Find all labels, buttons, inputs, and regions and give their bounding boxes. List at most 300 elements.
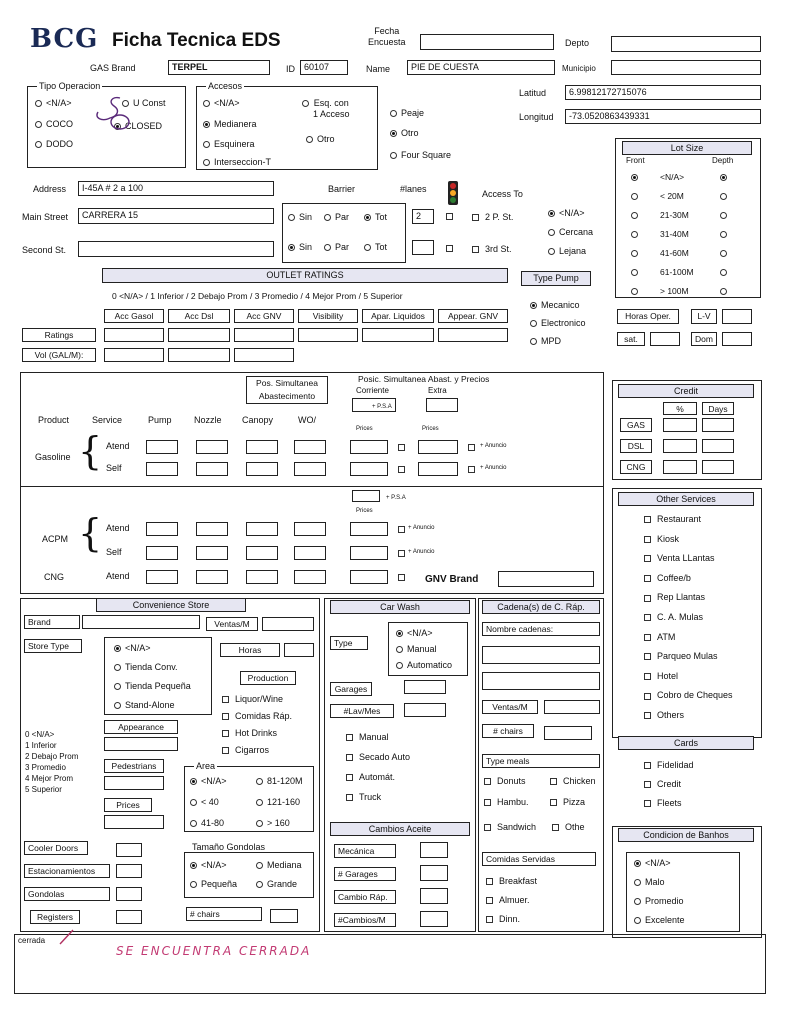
radio-icon: [720, 212, 727, 219]
main-barrier-sin[interactable]: Sin: [288, 212, 312, 223]
cooler-doors-field[interactable]: [116, 843, 142, 857]
gasoline-brace: {: [78, 429, 103, 473]
lv-field[interactable]: [722, 309, 752, 324]
store-type-option[interactable]: [114, 643, 151, 654]
outlet-column-header: Acc Gasol: [104, 309, 164, 323]
prices-field[interactable]: [104, 815, 164, 829]
four-square-option[interactable]: Four Square: [390, 150, 451, 161]
radio-icon: [203, 141, 210, 148]
banos-option[interactable]: [634, 915, 685, 926]
option-label: Pequeña: [201, 879, 238, 889]
latitud-label: Latitud: [519, 88, 547, 98]
extra-psa-field[interactable]: [426, 398, 458, 412]
radio-icon: [631, 193, 638, 200]
outlet-ratings-title: OUTLET RATINGS: [102, 268, 508, 283]
product-column-header: WO/: [298, 415, 316, 425]
production-label: Production: [240, 671, 296, 685]
radio-icon: [114, 664, 121, 671]
lot-front-radio[interactable]: [631, 248, 642, 259]
second-barrier-par[interactable]: Par: [324, 242, 349, 253]
lot-depth-radio[interactable]: [720, 229, 731, 240]
cambios-field[interactable]: [420, 842, 448, 858]
accesos-title: Accesos: [208, 81, 243, 91]
service-label: Atend: [106, 523, 130, 533]
product-field[interactable]: [294, 522, 326, 536]
option-label: <N/A>: [201, 860, 227, 870]
lot-size-option-label: 61-100M: [660, 267, 694, 277]
checkbox-icon: [222, 730, 229, 737]
pump-mpd[interactable]: MPD: [530, 336, 561, 347]
store-type-option[interactable]: [114, 662, 178, 673]
rating-field[interactable]: [438, 328, 508, 342]
tipo-op-uconst[interactable]: U Const: [122, 98, 166, 109]
credit-row-label: CNG: [620, 460, 652, 474]
tipo-operacion-title: Tipo Operacion: [39, 81, 101, 91]
product-field[interactable]: [294, 440, 326, 454]
radio-icon: [288, 214, 295, 221]
prices-label: Prices: [104, 798, 152, 812]
other-service-checkbox[interactable]: [644, 514, 701, 525]
car-wash-type-option[interactable]: [396, 660, 452, 671]
checkbox-icon: [222, 696, 229, 703]
radio-selected-icon: [720, 174, 727, 181]
second-st-field[interactable]: [78, 241, 274, 257]
price-checkbox[interactable]: [398, 526, 405, 533]
gondolas-field[interactable]: [116, 887, 142, 901]
meal-checkbox[interactable]: [484, 797, 529, 808]
other-service-checkbox[interactable]: [644, 612, 703, 623]
checkbox-icon: [222, 747, 229, 754]
product-column-header: Canopy: [242, 415, 274, 425]
gas-brand-label: GAS Brand: [90, 63, 136, 73]
lot-front-radio[interactable]: [631, 191, 642, 202]
service-label: Self: [106, 547, 122, 557]
gnv-brand-field[interactable]: [498, 571, 594, 587]
second-barrier-tot[interactable]: Tot: [364, 242, 387, 253]
credit-pct-field[interactable]: [663, 439, 697, 453]
area-title: Area: [196, 761, 216, 771]
option-label: Hotel: [657, 670, 679, 681]
comidas-checkbox[interactable]: [486, 876, 537, 887]
rating-scale-item: 1 Inferior: [25, 741, 57, 750]
cadena-name-1[interactable]: [482, 646, 600, 664]
checkbox-icon: [644, 614, 651, 621]
volume-field[interactable]: [234, 348, 294, 362]
radio-icon: [720, 193, 727, 200]
tipo-op-coco[interactable]: COCO: [35, 119, 73, 130]
anuncio-label: + Anuncio: [408, 525, 435, 531]
access-cercana[interactable]: Cercana: [548, 227, 593, 238]
radio-icon: [720, 231, 727, 238]
area-option[interactable]: [256, 818, 290, 829]
other-service-checkbox[interactable]: [644, 592, 705, 603]
option-label: Credit: [657, 779, 682, 789]
product-field[interactable]: [146, 522, 178, 536]
credit-pct-label: %: [663, 402, 697, 415]
outlet-scale-text: 0 <N/A> / 1 Inferior / 2 Debajo Prom / 3 Promedio / 4 Mejor Prom / 5 Superior: [112, 291, 403, 301]
two-p-st-checkbox[interactable]: 2 P. St.: [472, 212, 513, 223]
product-column-header: Service: [92, 415, 123, 425]
form-title: Ficha Tecnica EDS: [112, 30, 281, 51]
extra-price-field[interactable]: [418, 462, 458, 476]
option-label: Othe: [565, 822, 585, 832]
store-type-option[interactable]: [114, 681, 191, 692]
cambios-field[interactable]: [420, 865, 448, 881]
rating-field[interactable]: [168, 328, 230, 342]
service-label: Atend: [106, 441, 130, 451]
third-st-checkbox[interactable]: 3rd St.: [472, 244, 512, 255]
cadenas-chairs-field[interactable]: [544, 726, 592, 740]
production-checkbox[interactable]: [222, 694, 283, 705]
product-panel: [20, 372, 604, 594]
production-checkbox[interactable]: [222, 711, 292, 722]
meal-checkbox[interactable]: [550, 797, 585, 808]
product-field[interactable]: [294, 462, 326, 476]
other-service-checkbox[interactable]: [644, 671, 678, 682]
peaje-otro-option[interactable]: Otro: [390, 128, 419, 139]
radio-selected-icon: [364, 214, 371, 221]
price-field[interactable]: [350, 462, 388, 476]
radio-icon: [256, 799, 263, 806]
checkbox-icon: [484, 824, 491, 831]
credit-days-field[interactable]: [702, 439, 734, 453]
option-label: Hot Drinks: [235, 728, 278, 738]
pedestrians-field[interactable]: [104, 776, 164, 790]
radio-icon: [548, 229, 555, 236]
option-label: Venta LLantas: [657, 553, 715, 564]
price-field[interactable]: [350, 440, 388, 454]
other-service-checkbox[interactable]: [644, 534, 679, 545]
cw-garages-field[interactable]: [404, 680, 446, 694]
option-label: 81-120M: [267, 776, 303, 786]
prices-label: Prices: [356, 426, 373, 432]
gas-brand-field[interactable]: TERPEL: [168, 60, 270, 75]
checkbox-icon: [346, 794, 353, 801]
cambios-label: Cambio Ráp.: [334, 890, 396, 904]
name-label: Name: [366, 64, 391, 74]
outlet-column-header: Acc GNV: [234, 309, 294, 323]
product-field[interactable]: [246, 570, 278, 584]
product-field[interactable]: [294, 570, 326, 584]
extra-checkbox[interactable]: [468, 466, 475, 473]
address-field[interactable]: I-45A # 2 a 100: [78, 181, 274, 196]
credit-row-label: GAS: [620, 418, 652, 432]
lot-depth-radio[interactable]: [720, 191, 731, 202]
lot-front-radio[interactable]: [631, 172, 642, 183]
price-field[interactable]: [350, 570, 388, 584]
main-lanes-field[interactable]: 2: [412, 209, 434, 224]
other-service-checkbox[interactable]: [644, 651, 718, 662]
volume-field[interactable]: [104, 348, 164, 362]
ratings-label: Ratings: [22, 328, 96, 342]
lot-front-radio[interactable]: [631, 210, 642, 221]
option-label: Donuts: [497, 776, 526, 786]
main-street-field[interactable]: CARRERA 15: [78, 208, 274, 224]
corriente-label: Corriente: [356, 386, 389, 395]
tipo-op-closed[interactable]: CLOSED: [114, 121, 162, 132]
product-field[interactable]: [146, 570, 178, 584]
tamano-box: [184, 852, 314, 898]
second-lanes-field[interactable]: [412, 240, 434, 255]
rating-field[interactable]: [234, 328, 294, 342]
checkbox-icon: [644, 653, 651, 660]
registers-label: Registers: [30, 910, 80, 924]
product-field[interactable]: [196, 546, 228, 560]
product-field[interactable]: [146, 462, 178, 476]
product-field[interactable]: [246, 546, 278, 560]
radio-icon: [190, 799, 197, 806]
banos-option[interactable]: [634, 858, 671, 869]
credit-days-field[interactable]: [702, 418, 734, 432]
accesos-na[interactable]: <N/A>: [203, 98, 240, 109]
meal-checkbox[interactable]: [550, 776, 596, 787]
bcg-logo: BCG: [30, 24, 99, 54]
product-field[interactable]: [196, 440, 228, 454]
other-service-checkbox[interactable]: [644, 573, 691, 584]
store-type-label: Store Type: [24, 639, 82, 653]
comidas-checkbox[interactable]: [486, 914, 520, 925]
cambios-field[interactable]: [420, 888, 448, 904]
conv-chairs-field[interactable]: [270, 909, 298, 923]
meal-checkbox[interactable]: [484, 776, 526, 787]
second-barrier-sin[interactable]: Sin: [288, 242, 312, 253]
volume-field[interactable]: [168, 348, 230, 362]
price-checkbox[interactable]: [398, 550, 405, 557]
extra-checkbox[interactable]: [468, 444, 475, 451]
product-field[interactable]: [146, 546, 178, 560]
credit-pct-field[interactable]: [663, 460, 697, 474]
card-checkbox[interactable]: [644, 779, 681, 790]
product-field[interactable]: [294, 546, 326, 560]
accesos-otro[interactable]: Otro: [306, 134, 335, 145]
accesos-esq-acceso[interactable]: Esq. con 1 Acceso: [302, 98, 350, 120]
banos-option[interactable]: [634, 877, 665, 888]
lanes-label: #lanes: [400, 184, 427, 194]
dom-field[interactable]: [722, 332, 752, 346]
lot-depth-radio[interactable]: [720, 210, 731, 221]
registers-field[interactable]: [116, 910, 142, 924]
lot-depth-radio[interactable]: [720, 286, 731, 297]
appearance-label: Appearance: [104, 720, 178, 734]
area-option[interactable]: [190, 776, 227, 787]
second-flag-checkbox[interactable]: [446, 245, 453, 252]
lot-front-radio[interactable]: [631, 286, 642, 297]
car-wash-type-option[interactable]: [396, 628, 433, 639]
option-label: 41-80: [201, 818, 225, 828]
option-label: Others: [657, 710, 685, 720]
option-label: Kiosk: [657, 533, 680, 544]
meal-checkbox[interactable]: [552, 822, 585, 833]
price-field[interactable]: [350, 522, 388, 536]
main-flag-checkbox[interactable]: [446, 213, 453, 220]
radio-icon: [203, 159, 210, 166]
access-na[interactable]: <N/A>: [548, 208, 585, 219]
car-wash-checkbox[interactable]: [346, 792, 381, 803]
radio-selected-icon: [288, 244, 295, 251]
radio-icon: [302, 100, 309, 107]
lot-front-radio[interactable]: [631, 267, 642, 278]
price-checkbox[interactable]: [398, 444, 405, 451]
anuncio-label: + Anuncio: [408, 549, 435, 555]
psa-label: + P.S.A: [372, 404, 392, 410]
option-label: <N/A>: [125, 643, 151, 653]
peaje-option[interactable]: Peaje: [390, 108, 424, 119]
rating-field[interactable]: [104, 328, 164, 342]
rating-scale-item: 2 Debajo Prom: [25, 752, 79, 761]
meal-checkbox[interactable]: [484, 822, 536, 833]
store-type-option[interactable]: [114, 700, 175, 711]
tamano-option[interactable]: [256, 860, 302, 871]
tamano-option[interactable]: [190, 879, 237, 890]
cw-lav-field[interactable]: [404, 703, 446, 717]
product-field[interactable]: [246, 522, 278, 536]
checkbox-icon: [644, 800, 651, 807]
municipio-field[interactable]: [611, 60, 761, 75]
radio-icon: [324, 214, 331, 221]
option-label: < 40: [201, 797, 219, 807]
radio-icon: [631, 250, 638, 257]
tamano-option[interactable]: [190, 860, 227, 871]
comidas-servidas-label: Comidas Servidas: [482, 852, 596, 866]
main-street-label: Main Street: [22, 212, 69, 222]
lot-size-option-label: 21-30M: [660, 210, 689, 220]
comidas-checkbox[interactable]: [486, 895, 530, 906]
tipo-op-dodo[interactable]: DODO: [35, 139, 73, 150]
conv-horas-field[interactable]: [284, 643, 314, 657]
credit-pct-field[interactable]: [663, 418, 697, 432]
option-label: Automát.: [359, 772, 396, 782]
product-column-header: Product: [38, 415, 70, 425]
price-field[interactable]: [350, 546, 388, 560]
main-barrier-par[interactable]: Par: [324, 212, 349, 223]
fecha-field[interactable]: [420, 34, 554, 50]
outlet-column-header: Visibility: [298, 309, 358, 323]
lot-depth-radio[interactable]: [720, 172, 731, 183]
other-service-checkbox[interactable]: [644, 690, 733, 701]
checkbox-icon: [644, 555, 651, 562]
car-wash-checkbox[interactable]: [346, 732, 389, 743]
option-label: Malo: [645, 877, 665, 887]
notes-label: cerrada: [18, 936, 46, 945]
tamano-option[interactable]: [256, 879, 297, 890]
product-field[interactable]: [196, 462, 228, 476]
acpm-psa-field[interactable]: [352, 490, 380, 502]
area-option[interactable]: [190, 818, 224, 829]
rating-field[interactable]: [362, 328, 434, 342]
area-option[interactable]: [190, 797, 219, 808]
conv-brand-field[interactable]: [82, 615, 200, 629]
product-field[interactable]: [246, 462, 278, 476]
credit-days-field[interactable]: [702, 460, 734, 474]
rating-scale-item: 5 Superior: [25, 785, 62, 794]
car-wash-checkbox[interactable]: [346, 772, 395, 783]
radio-icon: [634, 879, 641, 886]
other-service-checkbox[interactable]: [644, 710, 684, 721]
radio-icon: [190, 881, 197, 888]
radio-icon: [631, 231, 638, 238]
conv-ventas-field[interactable]: [262, 617, 314, 631]
rating-scale-item: 4 Mejor Prom: [25, 774, 74, 783]
price-checkbox[interactable]: [398, 466, 405, 473]
product-field[interactable]: [246, 440, 278, 454]
checkbox-icon: [486, 897, 493, 904]
checkbox-icon: [644, 595, 651, 602]
product-field[interactable]: [146, 440, 178, 454]
option-label: Truck: [359, 792, 382, 802]
area-option[interactable]: [256, 776, 303, 787]
other-service-checkbox[interactable]: [644, 553, 715, 564]
banos-option[interactable]: [634, 896, 684, 907]
cadena-name-2[interactable]: [482, 672, 600, 690]
rating-field[interactable]: [298, 328, 358, 342]
lot-depth-radio[interactable]: [720, 267, 731, 278]
accesos-medianera[interactable]: Medianera: [203, 119, 257, 130]
name-field[interactable]: PIE DE CUESTA: [407, 60, 555, 75]
car-wash-checkbox[interactable]: [346, 752, 410, 763]
sat-field[interactable]: [650, 332, 680, 346]
cooler-doors-label: Cooler Doors: [24, 841, 88, 855]
extra-price-field[interactable]: [418, 440, 458, 454]
option-label: > 160: [267, 818, 290, 828]
accesos-esquinera[interactable]: Esquinera: [203, 139, 255, 150]
radio-selected-icon: [548, 210, 555, 217]
product-field[interactable]: [196, 522, 228, 536]
option-label: Fidelidad: [657, 760, 694, 770]
pump-electronico[interactable]: Electronico: [530, 318, 586, 329]
lot-front-radio[interactable]: [631, 229, 642, 240]
tipo-op-na[interactable]: <N/A>: [35, 98, 72, 109]
depto-field[interactable]: [611, 36, 761, 52]
latitud-field[interactable]: 6.99812172715076: [565, 85, 761, 100]
longitud-field[interactable]: -73.0520863439331: [565, 109, 761, 124]
other-service-checkbox[interactable]: [644, 632, 675, 643]
checkbox-icon: [644, 575, 651, 582]
anuncio-label: + Anuncio: [480, 465, 507, 471]
cambios-field[interactable]: [420, 911, 448, 927]
main-barrier-tot[interactable]: Tot: [364, 212, 387, 223]
cw-type-label: Type: [330, 636, 368, 650]
price-checkbox[interactable]: [398, 574, 405, 581]
production-checkbox[interactable]: [222, 728, 277, 739]
cards-title: Cards: [618, 736, 754, 750]
radio-icon: [720, 250, 727, 257]
checkbox-icon: [484, 778, 491, 785]
cadenas-ventas-field[interactable]: [544, 700, 600, 714]
production-checkbox[interactable]: [222, 745, 269, 756]
checkbox-icon: [644, 693, 651, 700]
pump-mecanico[interactable]: Mecanico: [530, 300, 580, 311]
notes-box[interactable]: [14, 934, 766, 994]
car-wash-type-option[interactable]: [396, 644, 437, 655]
horas-oper-label: Horas Oper.: [617, 309, 679, 324]
card-checkbox[interactable]: [644, 760, 694, 771]
id-field[interactable]: 60107: [300, 60, 348, 75]
tamano-title: Tamaño Gondolas: [192, 842, 266, 852]
card-checkbox[interactable]: [644, 798, 682, 809]
estacionamientos-field[interactable]: [116, 864, 142, 878]
appearance-field[interactable]: [104, 737, 178, 751]
lot-depth-radio[interactable]: [720, 248, 731, 259]
area-option[interactable]: [256, 797, 300, 808]
product-field[interactable]: [196, 570, 228, 584]
outlet-column-header: Appear. GNV: [438, 309, 508, 323]
radio-icon: [720, 269, 727, 276]
sat-label: sat.: [617, 332, 645, 346]
anuncio-label: + Anuncio: [480, 443, 507, 449]
access-lejana[interactable]: Lejana: [548, 246, 586, 257]
option-label: Grande: [267, 879, 298, 889]
accesos-interseccion[interactable]: Interseccion-T: [203, 157, 271, 168]
